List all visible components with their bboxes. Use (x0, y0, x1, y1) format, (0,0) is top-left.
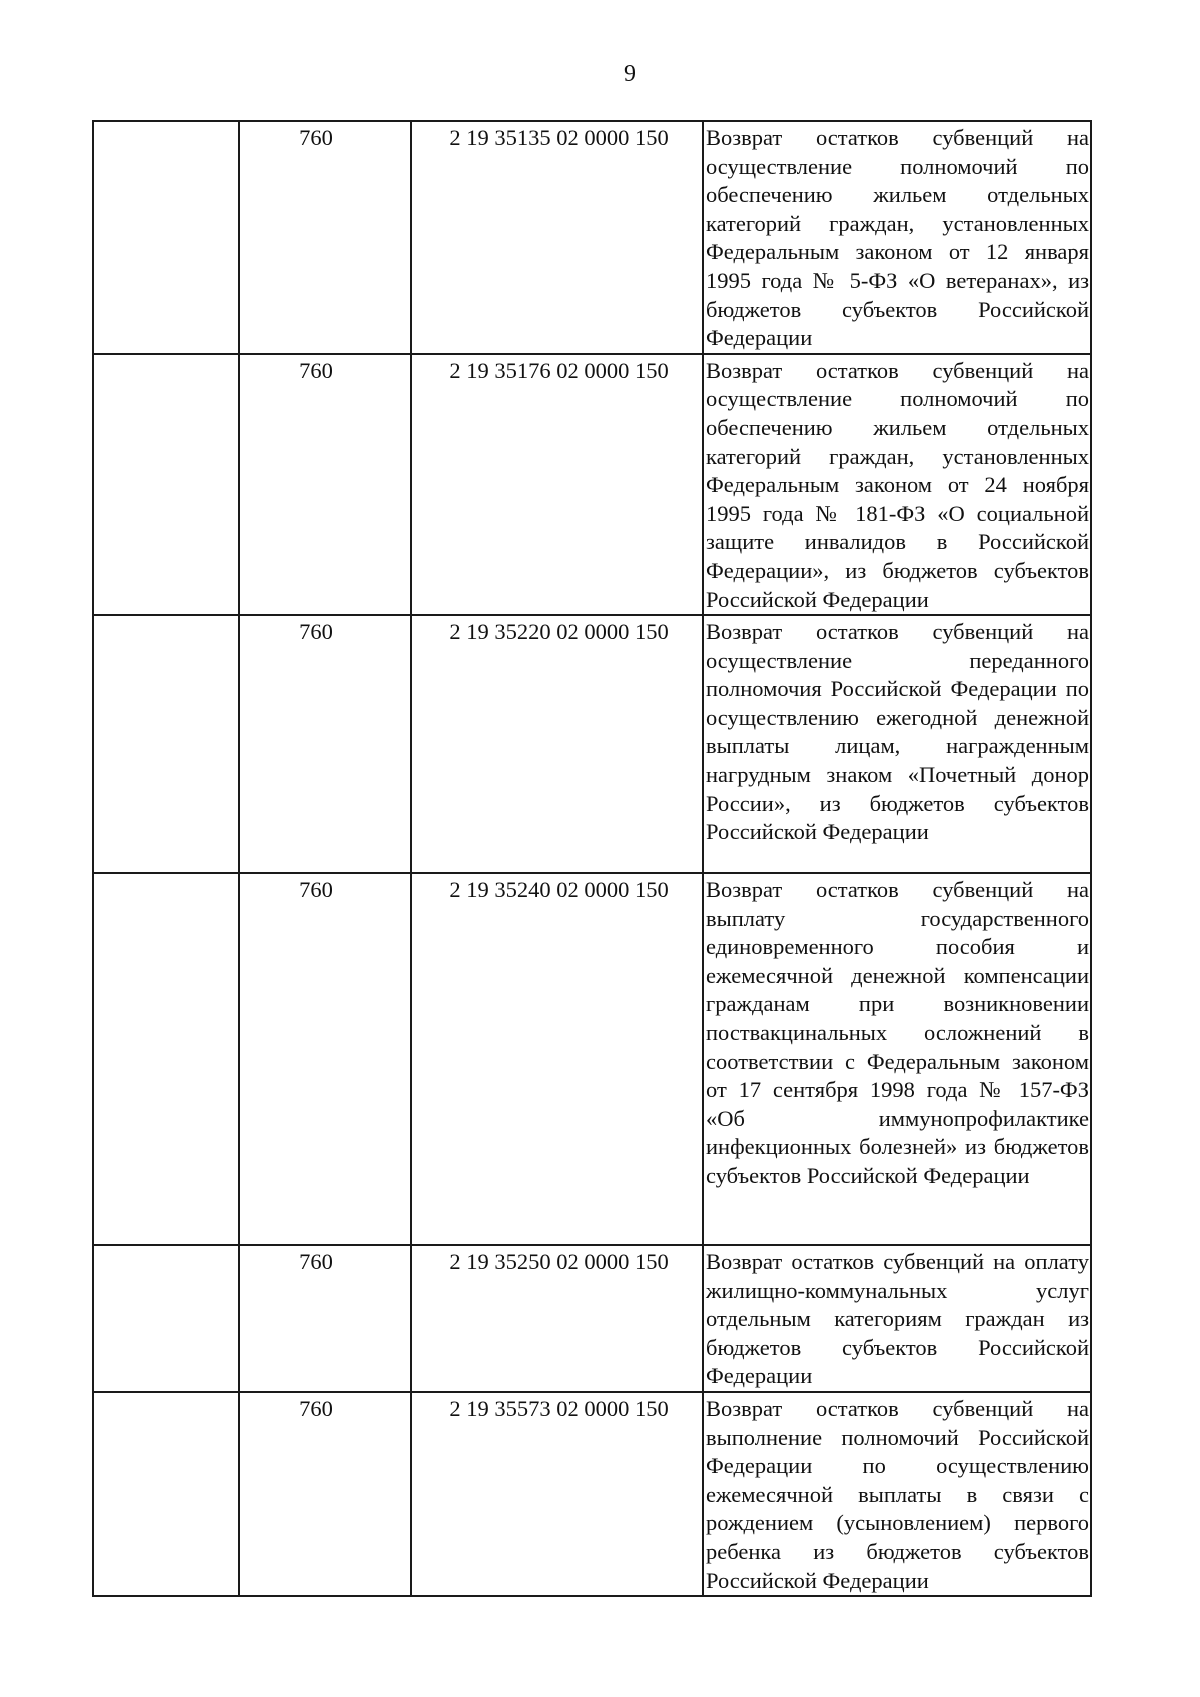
admin-code-cell: 760 (239, 354, 411, 615)
page-number: 9 (624, 61, 636, 87)
income-name-cell: Возврат остатков субвенций на осуществление переданного полномочия Российской Федерации по осуществлению ежегодной денежной выплаты лицам, награжденным нагрудным знаком «Почетный донор России», из бюджетов субъектов Российской Федерации (703, 615, 1091, 873)
income-name-cell: Возврат остатков субвенций на оплату жилищно-коммунальных услуг отдельным категориям граждан из бюджетов субъектов Российской Федерации (703, 1245, 1091, 1392)
table-row (93, 1392, 1091, 1596)
empty-cell (93, 354, 239, 615)
empty-cell (93, 615, 239, 873)
table-row (93, 1245, 1091, 1392)
admin-code-cell: 760 (239, 1392, 411, 1596)
budget-code-cell: 2 19 35573 02 0000 150 (411, 1392, 703, 1596)
admin-code-cell: 760 (239, 873, 411, 1245)
budget-code-cell: 2 19 35240 02 0000 150 (411, 873, 703, 1245)
empty-cell (93, 121, 239, 354)
income-name-cell: Возврат остатков субвенций на выплату государственного единовременного пособия и ежемесячной денежной компенсации гражданам при возникновении поствакцинальных осложнений в соответствии с Федеральным законом от 17 сентября 1998 года № 157-ФЗ «Об иммунопрофилактике инфекционных болезней» из бюджетов субъектов Российской Федерации (703, 873, 1091, 1245)
admin-code-cell: 760 (239, 121, 411, 354)
admin-code-cell: 760 (239, 615, 411, 873)
budget-code-cell: 2 19 35220 02 0000 150 (411, 615, 703, 873)
empty-cell (93, 1245, 239, 1392)
empty-cell (93, 1392, 239, 1596)
budget-codes-table (92, 120, 1092, 1597)
income-name-cell: Возврат остатков субвенций на осуществление полномочий по обеспечению жильем отдельных категорий граждан, установленных Федеральным законом от 24 ноября 1995 года № 181-ФЗ «О социальной защите инвалидов в Российской Федерации», из бюджетов субъектов Российской Федерации (703, 354, 1091, 615)
admin-code-cell: 760 (239, 1245, 411, 1392)
empty-cell (93, 873, 239, 1245)
table-row (93, 121, 1091, 354)
table-row (93, 615, 1091, 873)
budget-code-cell: 2 19 35250 02 0000 150 (411, 1245, 703, 1392)
income-name-cell: Возврат остатков субвенций на выполнение полномочий Российской Федерации по осуществлению ежемесячной выплаты в связи с рождением (усыновлением) первого ребенка из бюджетов субъектов Российской Федерации (703, 1392, 1091, 1596)
table-row (93, 873, 1091, 1245)
income-name-cell: Возврат остатков субвенций на осуществление полномочий по обеспечению жильем отдельных категорий граждан, установленных Федеральным законом от 12 января 1995 года № 5-ФЗ «О ветеранах», из бюджетов субъектов Российской Федерации (703, 121, 1091, 354)
budget-code-cell: 2 19 35135 02 0000 150 (411, 121, 703, 354)
budget-code-cell: 2 19 35176 02 0000 150 (411, 354, 703, 615)
table-row (93, 354, 1091, 615)
